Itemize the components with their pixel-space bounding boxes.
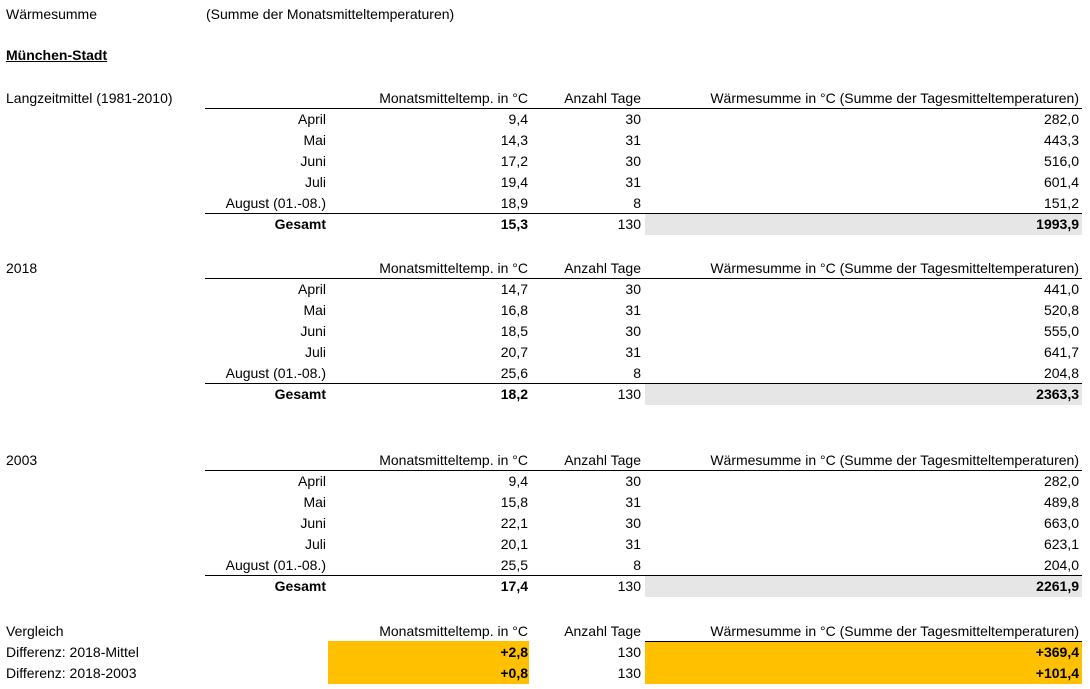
- comparison-header-sum: Wärmesumme in °C (Summe der Tagesmitteltemperaturen): [710, 623, 1079, 639]
- total-temp: 17,4: [500, 578, 528, 594]
- total-days: 130: [617, 578, 641, 594]
- total-sum: 2261,9: [1036, 578, 1079, 594]
- header-temp: Monatsmitteltemp. in °C: [379, 90, 528, 106]
- days-cell: 30: [625, 111, 641, 127]
- temp-cell: 14,7: [500, 281, 528, 297]
- month-label: April: [297, 473, 326, 489]
- comparison-header-days: Anzahl Tage: [564, 623, 641, 639]
- header-sum: Wärmesumme in °C (Summe der Tagesmitteltemperaturen): [710, 90, 1079, 106]
- temp-cell: 25,6: [500, 365, 528, 381]
- total-days: 130: [617, 216, 641, 232]
- total-temp: 15,3: [500, 216, 528, 232]
- days-cell: 31: [625, 494, 641, 510]
- temp-cell: 16,8: [500, 302, 528, 318]
- month-label: August (01.-08.): [225, 557, 326, 573]
- temp-cell: 9,4: [508, 111, 528, 127]
- days-cell: 31: [625, 132, 641, 148]
- temp-cell: 18,5: [500, 323, 528, 339]
- month-label: Juni: [300, 323, 326, 339]
- header-days: Anzahl Tage: [564, 260, 641, 276]
- month-label: Juni: [300, 515, 326, 531]
- sum-cell: 282,0: [1043, 473, 1079, 489]
- comparison-row-sum: +101,4: [1035, 665, 1079, 681]
- month-label: August (01.-08.): [225, 365, 326, 381]
- sum-cell: 282,0: [1043, 111, 1079, 127]
- sheet-subtitle: (Summe der Monatsmitteltemperaturen): [206, 6, 455, 22]
- header-sum: Wärmesumme in °C (Summe der Tagesmitteltemperaturen): [710, 260, 1079, 276]
- days-cell: 31: [625, 344, 641, 360]
- comparison-row-days: 130: [617, 644, 641, 660]
- days-cell: 30: [625, 473, 641, 489]
- sum-cell: 441,0: [1043, 281, 1079, 297]
- days-cell: 31: [625, 302, 641, 318]
- sheet-title: Wärmesumme: [6, 6, 98, 22]
- days-cell: 31: [625, 536, 641, 552]
- month-label: Juli: [304, 536, 326, 552]
- days-cell: 30: [625, 153, 641, 169]
- comparison-row-temp: +0,8: [500, 665, 528, 681]
- sum-cell: 623,1: [1043, 536, 1079, 552]
- comparison-row-label: Differenz: 2018-2003: [6, 665, 137, 681]
- header-temp: Monatsmitteltemp. in °C: [379, 260, 528, 276]
- comparison-row-label: Differenz: 2018-Mittel: [6, 644, 139, 660]
- month-label: Juli: [304, 174, 326, 190]
- month-label: Juni: [300, 153, 326, 169]
- header-sum: Wärmesumme in °C (Summe der Tagesmitteltemperaturen): [710, 452, 1079, 468]
- days-cell: 8: [633, 195, 641, 211]
- temp-cell: 15,8: [500, 494, 528, 510]
- sum-cell: 520,8: [1043, 302, 1079, 318]
- temp-cell: 14,3: [500, 132, 528, 148]
- temp-cell: 19,4: [500, 174, 528, 190]
- sum-cell: 663,0: [1043, 515, 1079, 531]
- temp-cell: 9,4: [508, 473, 528, 489]
- month-label: Mai: [303, 132, 326, 148]
- days-cell: 31: [625, 174, 641, 190]
- sum-cell: 555,0: [1043, 323, 1079, 339]
- temp-cell: 25,5: [500, 557, 528, 573]
- header-days: Anzahl Tage: [564, 90, 641, 106]
- total-temp: 18,2: [500, 386, 528, 402]
- month-label: Mai: [303, 302, 326, 318]
- header-temp: Monatsmitteltemp. in °C: [379, 452, 528, 468]
- comparison-label: Vergleich: [6, 623, 64, 639]
- temp-cell: 17,2: [500, 153, 528, 169]
- month-label: April: [297, 281, 326, 297]
- section-label: 2003: [6, 452, 38, 468]
- comparison-row-sum: +369,4: [1035, 644, 1079, 660]
- total-days: 130: [617, 386, 641, 402]
- sum-cell: 151,2: [1043, 195, 1079, 211]
- total-sum: 1993,9: [1036, 216, 1079, 232]
- section-label: Langzeitmittel (1981-2010): [6, 90, 173, 106]
- sum-cell: 204,0: [1043, 557, 1079, 573]
- month-label: Juli: [304, 344, 326, 360]
- days-cell: 30: [625, 281, 641, 297]
- sum-cell: 641,7: [1043, 344, 1079, 360]
- section-label: 2018: [6, 260, 38, 276]
- temp-cell: 18,9: [500, 195, 528, 211]
- temp-cell: 22,1: [500, 515, 528, 531]
- total-label: Gesamt: [274, 578, 326, 594]
- location-title: München-Stadt: [6, 47, 108, 63]
- comparison-row-days: 130: [617, 665, 641, 681]
- days-cell: 30: [625, 323, 641, 339]
- days-cell: 8: [633, 557, 641, 573]
- comparison-row-temp: +2,8: [500, 644, 528, 660]
- sum-cell: 489,8: [1043, 494, 1079, 510]
- sum-cell: 204,8: [1043, 365, 1079, 381]
- month-label: Mai: [303, 494, 326, 510]
- header-days: Anzahl Tage: [564, 452, 641, 468]
- days-cell: 8: [633, 365, 641, 381]
- total-label: Gesamt: [274, 386, 326, 402]
- sum-cell: 516,0: [1043, 153, 1079, 169]
- total-sum: 2363,3: [1036, 386, 1079, 402]
- month-label: August (01.-08.): [225, 195, 326, 211]
- month-label: April: [297, 111, 326, 127]
- days-cell: 30: [625, 515, 641, 531]
- temp-cell: 20,7: [500, 344, 528, 360]
- temp-cell: 20,1: [500, 536, 528, 552]
- comparison-header-temp: Monatsmitteltemp. in °C: [379, 623, 528, 639]
- total-label: Gesamt: [274, 216, 326, 232]
- sum-cell: 443,3: [1043, 132, 1079, 148]
- sum-cell: 601,4: [1043, 174, 1079, 190]
